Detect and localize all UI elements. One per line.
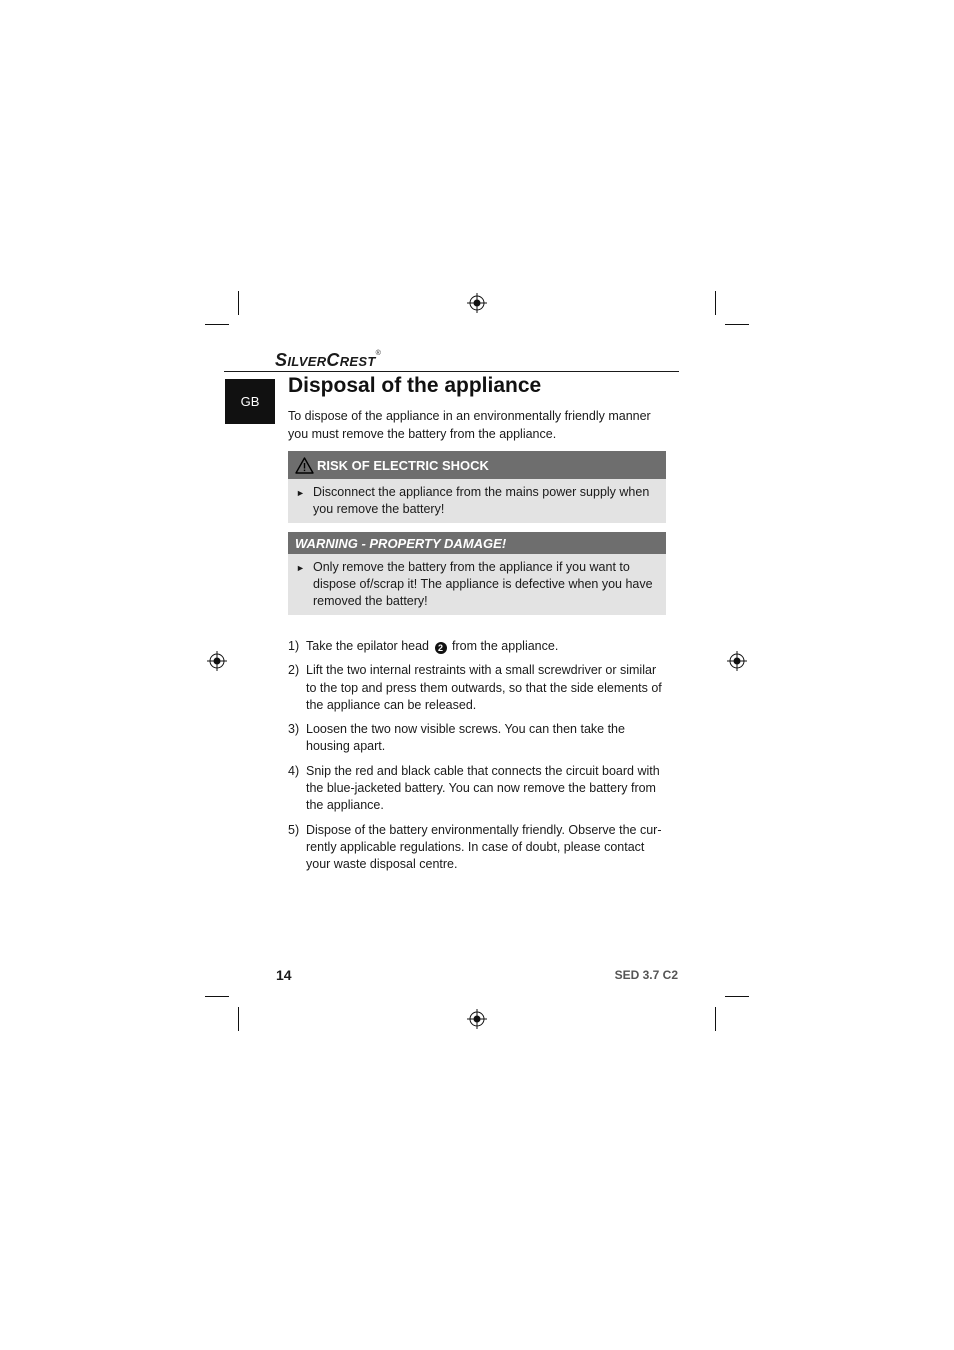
- step-number: 3): [288, 722, 300, 737]
- intro-paragraph: To dispose of the appliance in an environmentally friendly manner you must remove the battery from the appliance.: [288, 409, 651, 441]
- step-text: Lift the two internal restraints with a small screwdriver or similar to the top and press them outwards, so that the side elements of the appliance can be released.: [306, 663, 662, 712]
- reference-number-badge: 2: [435, 642, 447, 654]
- page-number: 14: [276, 967, 292, 983]
- crop-mark: [238, 291, 239, 315]
- step-number: 1): [288, 639, 300, 653]
- crop-mark: [725, 996, 749, 997]
- warning-text: Disconnect the appliance from the mains power supply when you remove the battery!: [313, 485, 650, 516]
- step-text: Snip the red and black cable that connects the circuit board with the blue-jacketed battery. You can now remove the battery from the appliance.: [306, 763, 660, 813]
- crop-mark: [205, 324, 229, 325]
- registration-mark-icon: [467, 1009, 487, 1029]
- arrow-right-icon: ►: [296, 488, 305, 498]
- warning-heading: RISK OF ELECTRIC SHOCK: [317, 457, 489, 473]
- list-item: [288, 763, 668, 815]
- step-number: 4): [288, 763, 300, 778]
- registration-mark-icon: [207, 651, 227, 671]
- brand-logo: SILVERCREST®: [275, 350, 382, 370]
- electric-shock-warning-box: [288, 451, 666, 523]
- step-text: Take the epilator head: [306, 639, 430, 653]
- warning-body: [288, 479, 666, 523]
- list-item: [288, 662, 668, 714]
- warning-header: [288, 451, 666, 479]
- warning-body: [288, 554, 666, 615]
- warning-text: Only remove the battery from the appliance if you want to dispose of/scrap it! The appliance is defective when you have removed the battery!: [313, 560, 653, 608]
- crop-mark: [715, 1007, 716, 1031]
- step-number: 5): [288, 822, 300, 837]
- step-text: Loosen the two now visible screws. You can then take the housing apart.: [306, 722, 625, 754]
- disposal-steps-list: [288, 638, 668, 881]
- warning-header: [288, 532, 666, 554]
- warning-heading: WARNING - PROPERTY DAMAGE!: [295, 535, 507, 551]
- property-damage-warning-box: [288, 532, 666, 615]
- language-tab: GB: [225, 379, 275, 424]
- step-text: Dispose of the battery environmentally friendly. Observe the cur-rently applicable regulations. In case of doubt, please contact your waste disposal centre.: [306, 822, 662, 872]
- arrow-right-icon: ►: [296, 563, 305, 573]
- list-item: [288, 638, 668, 655]
- header-rule: [224, 371, 679, 372]
- step-text: from the appliance.: [451, 639, 559, 653]
- page-title: Disposal of the appliance: [288, 374, 542, 397]
- crop-mark: [715, 291, 716, 315]
- model-number: SED 3.7 C2: [614, 968, 678, 982]
- step-number: 2): [288, 663, 300, 678]
- crop-mark: [238, 1007, 239, 1031]
- warning-triangle-icon: [295, 457, 314, 474]
- crop-mark: [725, 324, 749, 325]
- registration-mark-icon: [727, 651, 747, 671]
- crop-mark: [205, 996, 229, 997]
- registration-mark-icon: [467, 293, 487, 313]
- list-item: [288, 822, 668, 874]
- list-item: [288, 721, 668, 756]
